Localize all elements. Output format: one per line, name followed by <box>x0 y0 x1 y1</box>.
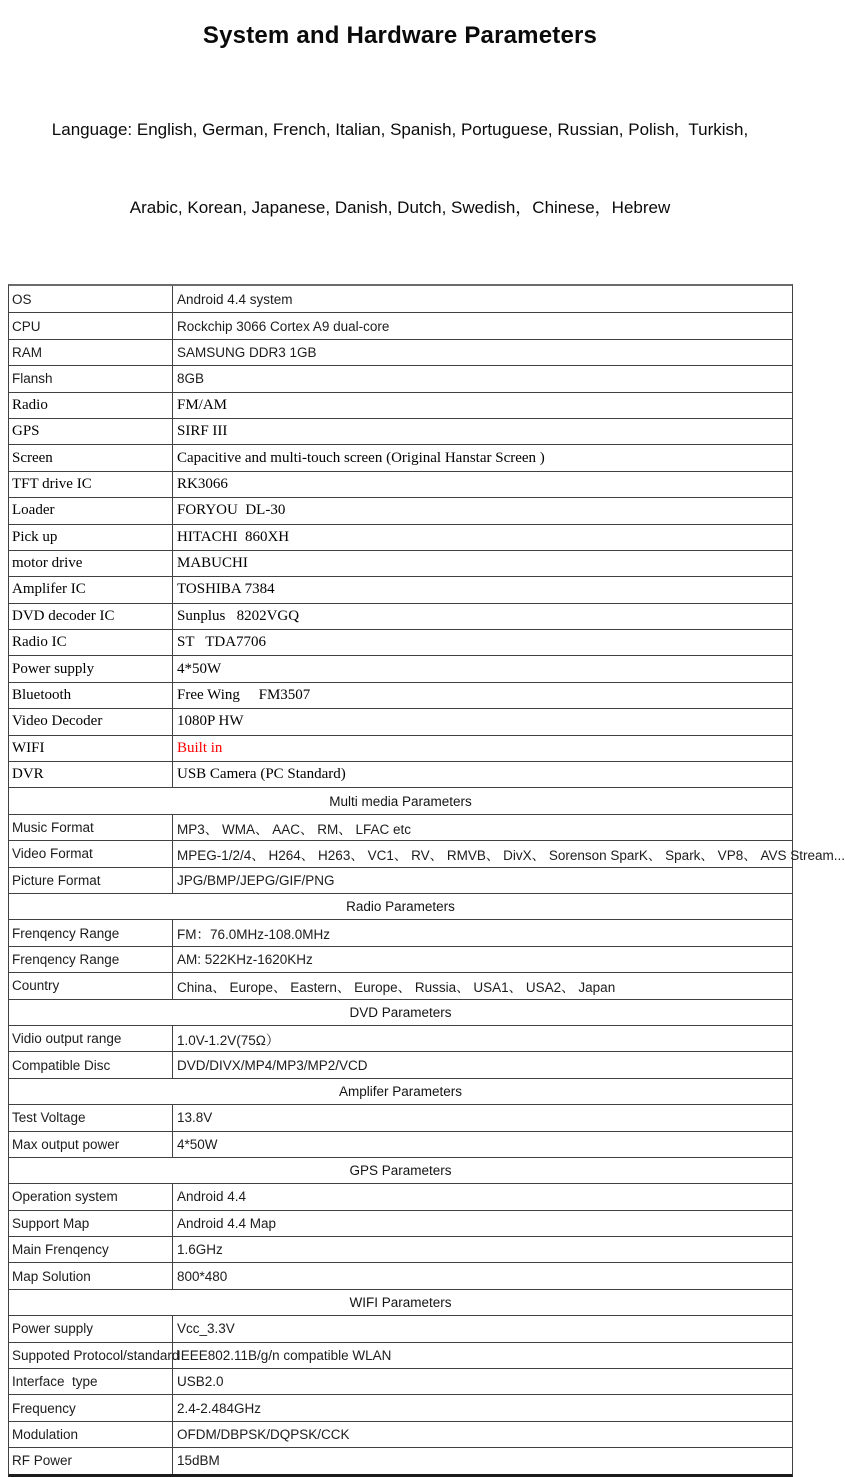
spec-row <box>9 919 792 945</box>
spec-row <box>9 761 792 787</box>
spec-row <box>9 1315 792 1341</box>
spec-value: FORYOU DL-30 <box>177 502 286 519</box>
spec-label: RF Power <box>9 1448 173 1473</box>
spec-row <box>9 629 792 655</box>
spec-row <box>9 576 792 602</box>
spec-row <box>9 1183 792 1209</box>
spec-row <box>9 682 792 708</box>
spec-row <box>9 286 792 312</box>
spec-row <box>9 840 845 866</box>
spec-value: Rockchip 3066 Cortex A9 dual-core <box>177 318 390 334</box>
spec-row <box>9 312 792 338</box>
spec-label: OS <box>9 286 173 312</box>
section-header-row <box>9 999 792 1025</box>
spec-value: 1.0V-1.2V(75Ω） <box>177 1032 280 1048</box>
page-title: System and Hardware Parameters <box>202 22 598 49</box>
spec-value: Android 4.4 <box>177 1189 247 1205</box>
spec-label: Radio <box>9 393 173 418</box>
spec-value: 800*480 <box>177 1268 228 1284</box>
spec-label: Video Decoder <box>9 709 173 734</box>
spec-row <box>9 1447 792 1473</box>
language-line-1: Language: English, German, French, Italian, Spanish, Portuguese, Russian, Polish, Turkish, <box>51 120 749 139</box>
spec-value: MP3、 WMA、 AAC、 RM、 LFAC etc <box>177 821 412 837</box>
section-title: GPS Parameters <box>349 1163 452 1179</box>
spec-label: Operation system <box>9 1184 173 1209</box>
spec-value: Built in <box>177 739 223 756</box>
spec-row <box>9 365 792 391</box>
spec-value: Android 4.4 Map <box>177 1215 277 1231</box>
spec-value: 2.4-2.484GHz <box>177 1400 262 1416</box>
spec-label: Frenqency Range <box>9 920 173 945</box>
spec-value: Free Wing FM3507 <box>177 687 311 704</box>
spec-value: FM：76.0MHz-108.0MHz <box>177 927 331 943</box>
language-line-2: Arabic, Korean, Japanese, Danish, Dutch, Swedish，Chinese，Hebrew <box>129 198 671 217</box>
spec-row <box>9 735 792 761</box>
section-title: Multi media Parameters <box>329 793 472 809</box>
spec-value: 4*50W <box>177 660 222 677</box>
section-title: Amplifer Parameters <box>338 1083 463 1099</box>
spec-value: OFDM/DBPSK/DQPSK/CCK <box>177 1426 350 1442</box>
section-header-row <box>9 1157 792 1183</box>
spec-row <box>9 444 792 470</box>
section-title: Radio Parameters <box>346 899 455 915</box>
spec-label: Frenqency Range <box>9 947 173 972</box>
spec-row <box>9 339 792 365</box>
spec-row <box>9 497 792 523</box>
spec-label: Music Format <box>9 815 173 840</box>
section-header-row <box>9 893 792 919</box>
spec-value: ST TDA7706 <box>177 634 267 651</box>
language-list <box>0 65 800 273</box>
spec-row <box>9 1210 792 1236</box>
spec-label: Suppoted Protocol/standard <box>9 1343 173 1368</box>
spec-value: Sunplus 8202VGQ <box>177 607 300 624</box>
spec-row <box>9 1051 792 1077</box>
spec-label: DVD decoder IC <box>9 604 173 629</box>
spec-row <box>9 1131 792 1157</box>
spec-label: Flansh <box>9 366 173 391</box>
spec-label: Radio IC <box>9 630 173 655</box>
spec-label: Main Frenqency <box>9 1237 173 1262</box>
spec-row <box>9 946 792 972</box>
spec-row <box>9 655 792 681</box>
spec-row <box>9 392 792 418</box>
spec-row <box>9 1421 792 1447</box>
spec-value: FM/AM <box>177 396 228 413</box>
spec-value: MABUCHI <box>177 555 248 572</box>
spec-value: Vcc_3.3V <box>177 1321 235 1337</box>
spec-label: CPU <box>9 313 173 338</box>
spec-label: TFT drive IC <box>9 472 173 497</box>
spec-label: Support Map <box>9 1211 173 1236</box>
spec-value: JPG/BMP/JEPG/GIF/PNG <box>177 872 335 888</box>
spec-value: USB Camera (PC Standard) <box>177 766 346 783</box>
spec-label: Test Voltage <box>9 1105 173 1130</box>
spec-value: 1.6GHz <box>177 1242 223 1258</box>
spec-value: 8GB <box>177 371 205 387</box>
section-title: WIFI Parameters <box>349 1295 452 1311</box>
spec-label: Vidio output range <box>9 1026 173 1051</box>
spec-value: 1080P HW <box>177 713 244 730</box>
spec-row <box>9 550 792 576</box>
spec-value: Capacitive and multi-touch screen (Original Hanstar Screen ) <box>177 449 545 466</box>
spec-label: WIFI <box>9 736 173 761</box>
spec-label: Max output power <box>9 1132 173 1157</box>
spec-row <box>9 1342 792 1368</box>
spec-row <box>9 1368 792 1394</box>
spec-value: USB2.0 <box>177 1374 224 1390</box>
spec-label: Country <box>9 973 173 998</box>
section-header-row <box>9 1078 792 1104</box>
spec-row <box>9 1394 792 1420</box>
spec-label: Frequency <box>9 1395 173 1420</box>
spec-label: Bluetooth <box>9 683 173 708</box>
spec-value: HITACHI 860XH <box>177 528 290 545</box>
spec-value: DVD/DIVX/MP4/MP3/MP2/VCD <box>177 1057 368 1073</box>
spec-row <box>9 471 792 497</box>
spec-value: China、 Europe、 Eastern、 Europe、 Russia、 USA1、 USA2、 Japan <box>177 979 616 995</box>
spec-value: AM: 522KHz-1620KHz <box>177 951 313 967</box>
spec-label: Power supply <box>9 1316 173 1341</box>
spec-row <box>9 708 792 734</box>
section-header-row <box>9 787 792 813</box>
spec-row <box>9 1236 792 1262</box>
spec-label: Power supply <box>9 656 173 681</box>
spec-label: motor drive <box>9 551 173 576</box>
spec-label: Modulation <box>9 1422 173 1447</box>
spec-value: Android 4.4 system <box>177 291 293 307</box>
spec-row <box>9 524 792 550</box>
spec-row <box>9 972 792 998</box>
spec-value: SAMSUNG DDR3 1GB <box>177 344 317 360</box>
section-header-row <box>9 1289 792 1315</box>
spec-value: 13.8V <box>177 1110 213 1126</box>
spec-value: MPEG-1/2/4、 H264、 H263、 VC1、 RV、 RMVB、 DivX、 Sorenson SparK、 Spark、 VP8、 AVS Stream... <box>177 847 845 863</box>
spec-label: RAM <box>9 340 173 365</box>
spec-row <box>9 814 792 840</box>
spec-value: IEEE802.11B/g/n compatible WLAN <box>177 1347 392 1363</box>
spec-label: Amplifer IC <box>9 577 173 602</box>
spec-label: GPS <box>9 419 173 444</box>
spec-row <box>9 1262 792 1288</box>
spec-row <box>9 1104 792 1130</box>
spec-label: Picture Format <box>9 868 173 893</box>
spec-label: Video Format <box>9 841 173 866</box>
spec-value: 15dBM <box>177 1453 220 1469</box>
spec-label: Compatible Disc <box>9 1052 173 1077</box>
spec-value: 4*50W <box>177 1136 218 1152</box>
section-title: DVD Parameters <box>349 1004 452 1020</box>
spec-label: Map Solution <box>9 1263 173 1288</box>
spec-value: SIRF III <box>177 423 228 440</box>
spec-label: Interface type <box>9 1369 173 1394</box>
spec-row <box>9 1025 792 1051</box>
spec-row <box>9 867 792 893</box>
spec-value: TOSHIBA 7384 <box>177 581 275 598</box>
spec-value: RK3066 <box>177 475 228 492</box>
spec-row <box>9 418 792 444</box>
spec-label: Screen <box>9 445 173 470</box>
spec-label: DVR <box>9 762 173 787</box>
spec-label: Loader <box>9 498 173 523</box>
spec-table <box>8 284 845 1477</box>
spec-label: Pick up <box>9 525 173 550</box>
spec-row <box>9 603 792 629</box>
